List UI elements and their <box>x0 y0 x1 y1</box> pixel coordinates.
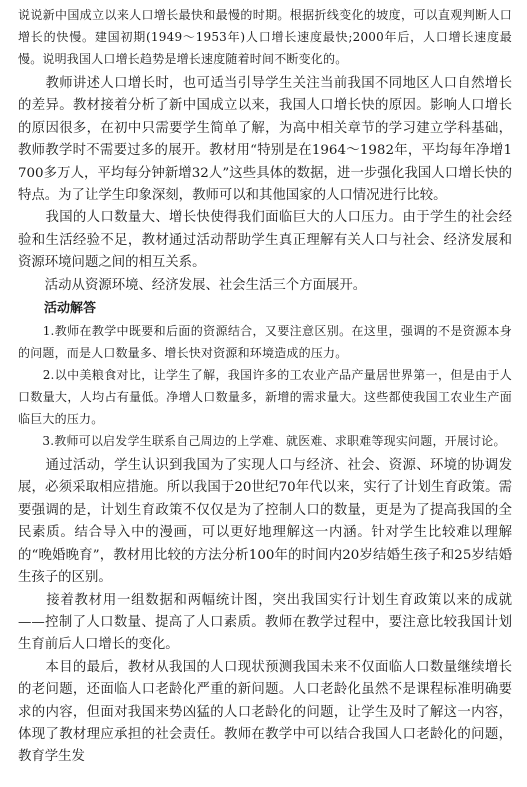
answer-item-3: 3.教师可以启发学生联系自己周边的上学难、就医难、求职难等现实问题，开展讨论。 <box>18 434 506 449</box>
body-paragraph: 教师讲述人口增长时，也可适当引导学生关注当前我国不同地区人口自然增长的差异。教材接着分析了新中国成立以来，我国人口增长快的原因。影响人口增长的原因很多，在初中只需要学生简单了解，为高中相关章节的学习建立学科基础，教师教学时不需要过多的展开。教材用“特别是在1964～1982年，平均每年净增1 700多万人，平均每分钟新增32人”这些具体的数据，进一步强化我国人口增长快的特点。为了让学生印象深刻，教师可以和其他国家的人口情况进行比较。 <box>18 76 512 204</box>
body-paragraph: 接着教材用一组数据和两幅统计图，突出我国实行计划生育政策以来的成就——控制了人口数量、提高了人口素质。教师在教学过程中，要注意比较我国计划生育前后人口增长的变化。 <box>18 592 512 653</box>
body-paragraph: 活动从资源环境、经济发展、社会生活三个方面展开。 <box>18 277 367 293</box>
answer-item-2: 2.以中美粮食对比，让学生了解，我国许多的工农业产品产量居世界第一，但是由于人口数量大，人均占有量低。净增人口数量多，新增的需求量大。这些都使我国工农业生产面临巨大的压力。 <box>18 368 512 427</box>
section-heading: 活动解答 <box>18 301 97 317</box>
document-page <box>18 4 512 769</box>
answer-item-1: 1.教师在教学中既要和后面的资源结合，又要注意区别。在这里，强调的不是资源本身的问题，而是人口数量多、增长快对资源和环境造成的压力。 <box>18 324 512 361</box>
intro-paragraph: 说说新中国成立以来人口增长最快和最慢的时期。根据折线变化的坡度，可以直观判断人口增长的快慢。建国初期(1949～1953年)人口增长速度最快;2000年后，人口增长速度最慢。说明我国人口增长趋势是增长速度随着时间不断变化的。 <box>18 8 512 66</box>
body-paragraph: 通过活动，学生认识到我国为了实现人口与经济、社会、资源、环境的协调发展，必须采取相应措施。所以我国于20世纪70年代以来，实行了计划生育政策。需要强调的是，计划生育政策不仅仅是为了控制人口的数量，更是为了提高我国的全民素质。结合导入中的漫画，可以更好地理解这一内涵。针对学生比较难以理解的“晚婚晚育”，教材用比较的方法分析100年的时间内20岁结婚生孩子和25岁结婚生孩子的区别。 <box>18 458 512 586</box>
body-paragraph: 我国的人口数量大、增长快使得我们面临巨大的人口压力。由于学生的社会经验和生活经验不足，教材通过活动帮助学生真正理解有关人口与社会、经济发展和资源环境问题之间的相互关系。 <box>18 210 512 271</box>
body-paragraph: 本目的最后，教材从我国的人口现状预测我国未来不仅面临人口数量继续增长的老问题，还面临人口老龄化严重的新问题。人口老龄化虽然不是课程标准明确要求的内容，但面对我国来势凶猛的人口老龄化的问题，让学生及时了解这一内容，体现了教材理应承担的社会责任。教师在教学中可以结合我国人口老龄化的问题，教育学生发 <box>18 659 512 765</box>
